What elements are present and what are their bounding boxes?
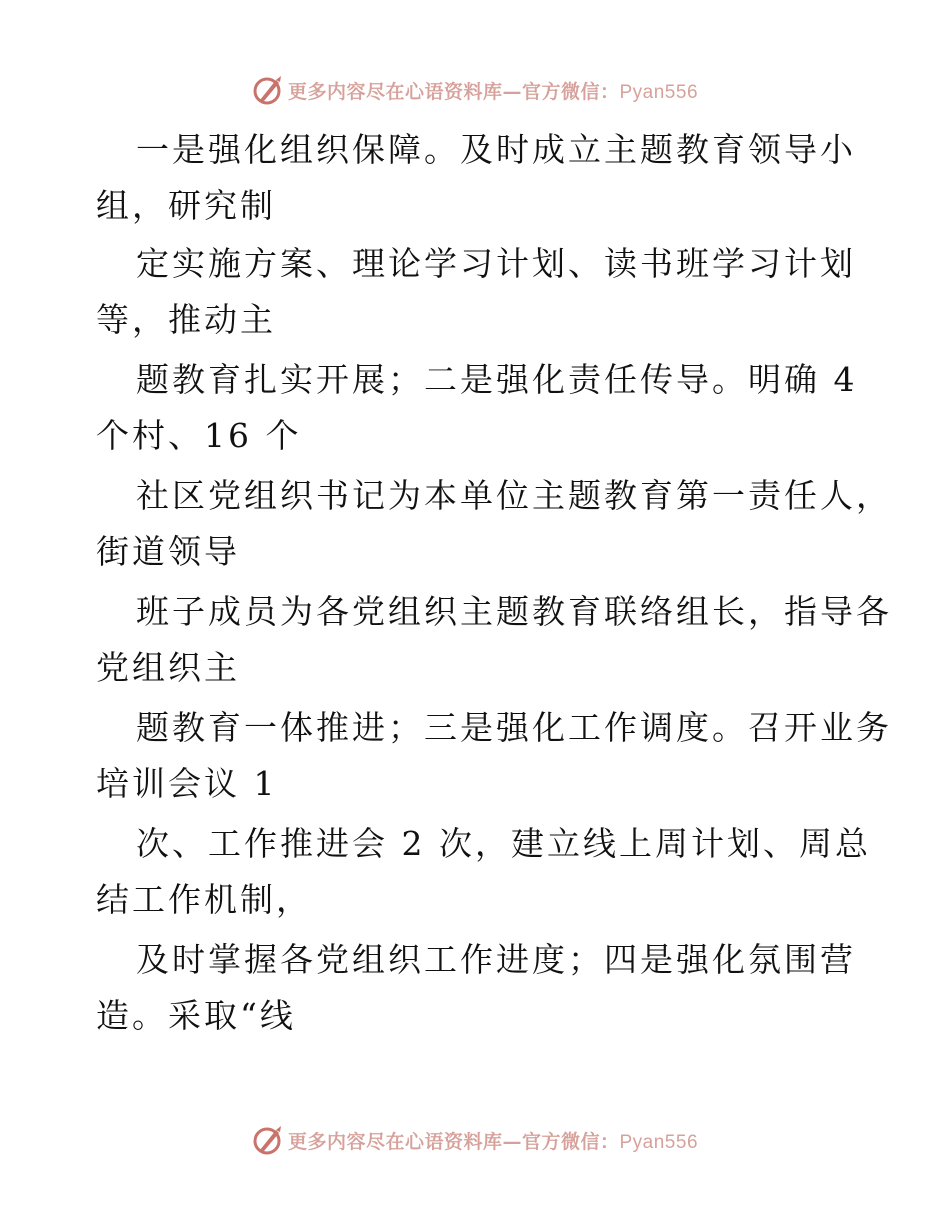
text-line: 造。采取“线 (96, 996, 296, 1035)
text-line: 个村、16 个 (96, 416, 302, 455)
text-line: 社区党组织书记为本单位主题教育第一责任人， (136, 476, 892, 515)
watermark-text: 更多内容尽在心语资料库—官方微信：Pyan556 (287, 1130, 699, 1153)
text-line: 定实施方案、理论学习计划、读书班学习计划 (136, 244, 856, 283)
text-line: 结工作机制， (96, 880, 312, 919)
watermark-text: 更多内容尽在心语资料库—官方微信：Pyan556 (287, 80, 699, 103)
text-line: 一是强化组织保障。及时成立主题教育领导小 (136, 130, 856, 169)
quill-logo-icon (252, 1124, 284, 1156)
text-line: 及时掌握各党组织工作进度；四是强化氛围营 (136, 940, 856, 979)
quill-logo-icon (252, 74, 284, 106)
header-watermark (0, 70, 950, 110)
footer-watermark (0, 1120, 950, 1160)
text-line: 培训会议 1 (96, 764, 278, 803)
text-line: 题教育扎实开展；二是强化责任传导。明确 4 (136, 360, 858, 399)
text-line: 班子成员为各党组织主题教育联络组长，指导各 (136, 592, 892, 631)
text-line: 街道领导 (96, 532, 240, 571)
text-line: 题教育一体推进；三是强化工作调度。召开业务 (136, 708, 892, 747)
text-line: 次、工作推进会 2 次，建立线上周计划、周总 (136, 824, 871, 863)
text-line: 党组织主 (96, 648, 240, 687)
text-line: 组，研究制 (96, 186, 276, 225)
text-line: 等，推动主 (96, 300, 276, 339)
